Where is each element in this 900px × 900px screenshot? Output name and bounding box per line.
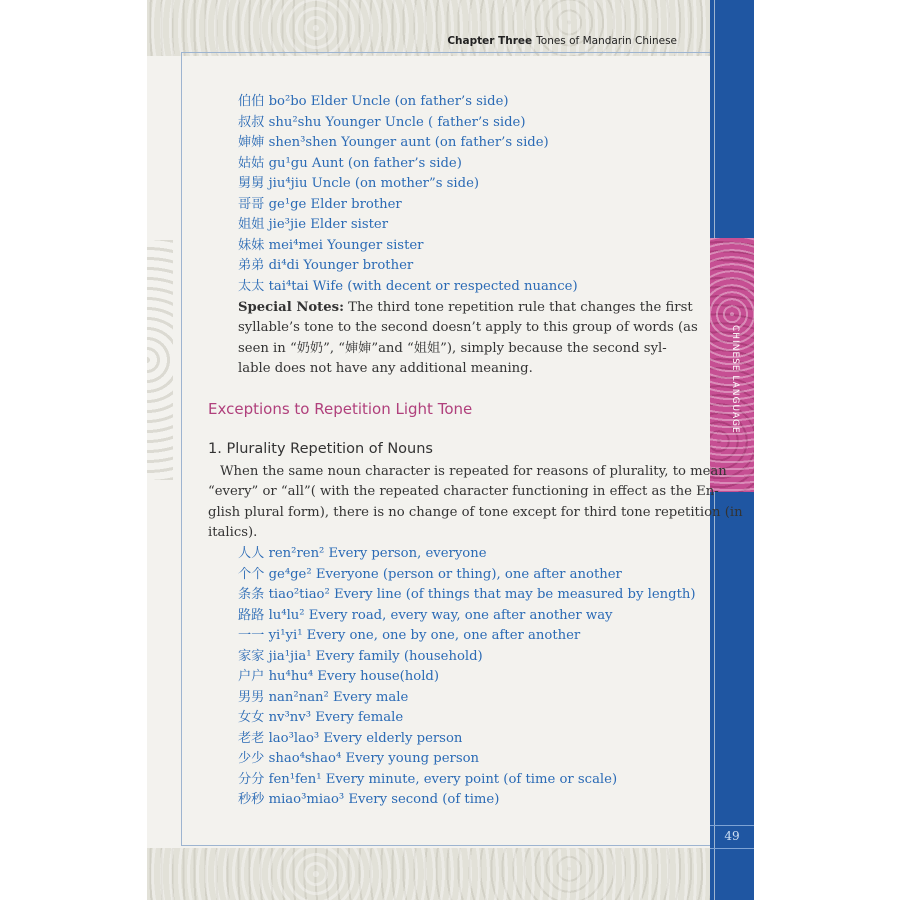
subsection-heading: 1. Plurality Repetition of Nouns [208, 441, 433, 457]
paragraph-line: glish plural form), there is no change of tone except for third tone repetition (in [208, 505, 743, 520]
family-term: 妹妹 mei⁴mei Younger sister [238, 238, 424, 253]
special-notes-line: seen in “奶奶”, “婶婶”and “姐姐”), simply because the second syl- [238, 341, 667, 356]
section-heading: Exceptions to Repetition Light Tone [208, 400, 473, 418]
special-notes-text: The third tone repetition rule that changes the first [343, 300, 693, 315]
plural-term: 条条 tiao²tiao² Every line (of things that may be measured by length) [238, 587, 696, 602]
family-term: 姑姑 gu¹gu Aunt (on father’s side) [238, 156, 462, 171]
plural-term: 少少 shao⁴shao⁴ Every young person [238, 751, 480, 766]
family-term: 太太 tai⁴tai Wife (with decent or respected nuance) [238, 279, 578, 294]
family-term: 婶婶 shen³shen Younger aunt (on father’s side) [238, 135, 549, 150]
plural-term: 分分 fen¹fen¹ Every minute, every point (of time or scale) [238, 772, 618, 787]
family-term: 弟弟 di⁴di Younger brother [238, 258, 414, 273]
special-notes-line [238, 298, 693, 318]
plural-term: 户户 hu⁴hu⁴ Every house(hold) [238, 669, 440, 684]
plural-term: 一一 yi¹yi¹ Every one, one by one, one after another [238, 628, 581, 643]
bottom-ornament [147, 848, 710, 900]
plural-term: 路路 lu⁴lu² Every road, every way, one after another way [238, 608, 613, 623]
family-term: 叔叔 shu²shu Younger Uncle ( father’s side) [238, 115, 526, 130]
paragraph-line: italics). [208, 525, 258, 540]
plural-term: 人人 ren²ren² Every person, everyone [238, 546, 487, 561]
plural-term: 秒秒 miao³miao³ Every second (of time) [238, 792, 500, 807]
top-ornament [147, 0, 710, 56]
family-term: 哥哥 ge¹ge Elder brother [238, 197, 402, 212]
chapter-title: Tones of Mandarin Chinese [536, 35, 677, 47]
plural-term: 家家 jia¹jia¹ Every family (household) [238, 649, 483, 664]
chapter-label: Chapter Three [447, 35, 533, 47]
special-notes-line: lable does not have any additional meaning. [238, 361, 533, 376]
running-header [147, 35, 677, 47]
special-notes-label: Special Notes: [238, 300, 344, 315]
special-notes-line: syllable’s tone to the second doesn’t apply to this group of words (as [238, 320, 698, 335]
plural-term: 老老 lao³lao³ Every elderly person [238, 731, 463, 746]
plural-term: 女女 nv³nv³ Every female [238, 710, 404, 725]
paragraph-line: When the same noun character is repeated for reasons of plurality, to mean [220, 464, 727, 479]
left-ornament [147, 240, 173, 480]
paragraph-line: “every” or “all”( with the repeated character functioning in effect as the En- [208, 484, 719, 499]
family-term: 姐姐 jie³jie Elder sister [238, 217, 389, 232]
plural-term: 男男 nan²nan² Every male [238, 690, 409, 705]
family-term: 舅舅 jiu⁴jiu Uncle (on mother”s side) [238, 176, 480, 191]
family-term: 伯伯 bo²bo Elder Uncle (on father’s side) [238, 94, 509, 109]
page-number: 49 [724, 829, 740, 843]
spine-label: CHINESE LANGUAGE [730, 325, 740, 434]
plural-term: 个个 ge⁴ge² Everyone (person or thing), one after another [238, 567, 622, 582]
